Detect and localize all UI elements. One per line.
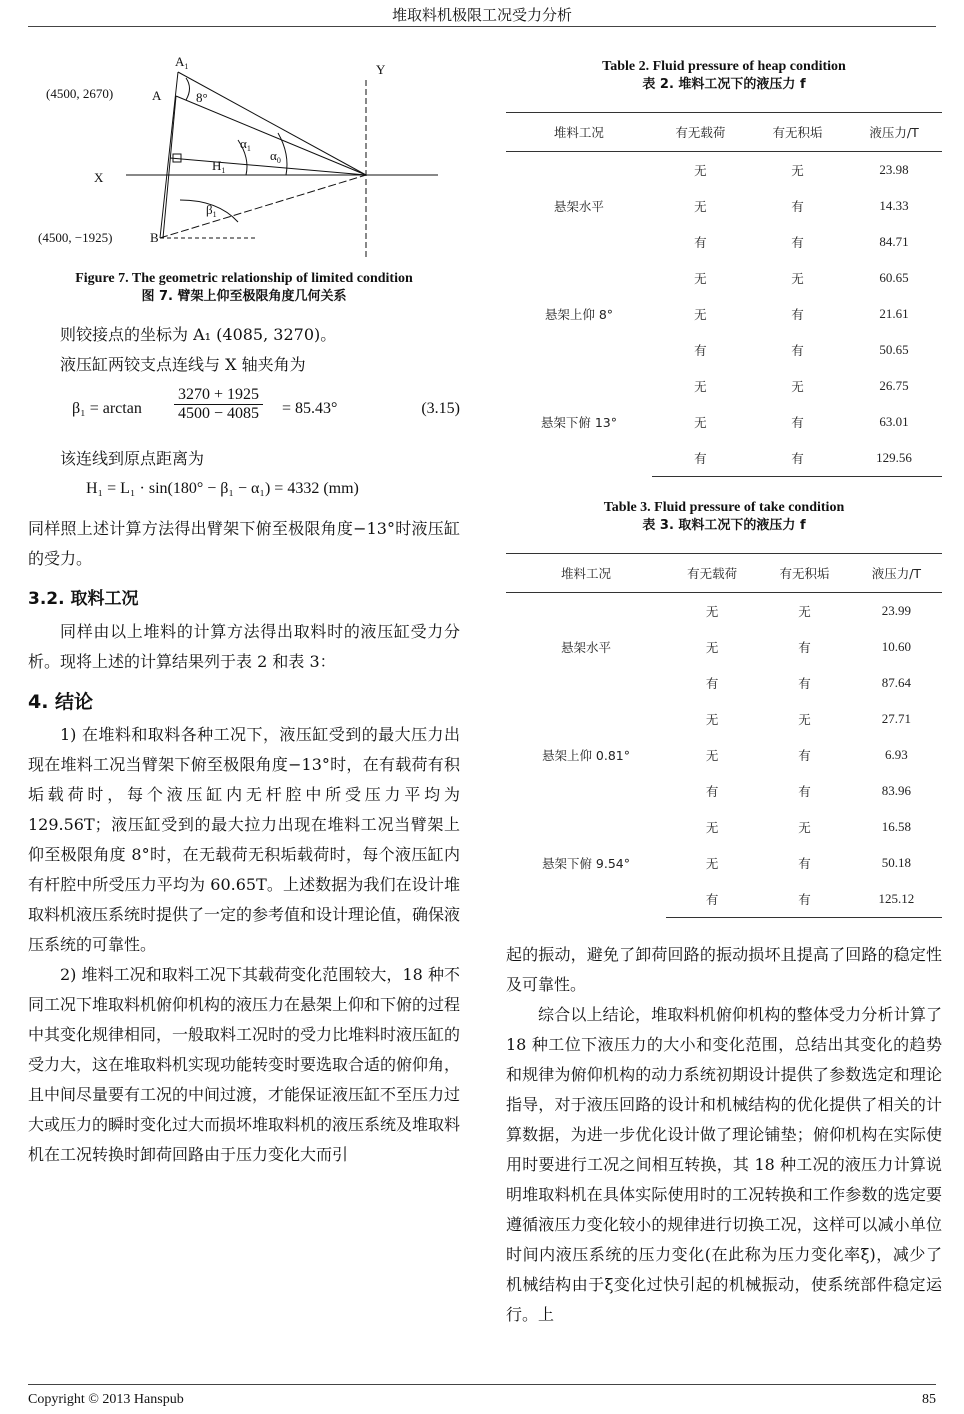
table-row <box>506 701 942 737</box>
table-row <box>506 260 942 296</box>
table-3-caption-en: Table 3. Fluid pressure of take condition <box>603 500 845 515</box>
scale-cell: 无 <box>798 604 811 619</box>
eq-h1-text: H₁ = L₁ · sin(180° − β₁ − α₁) = 4332 (mm) <box>86 480 359 497</box>
label-angle-8: 8° <box>196 90 208 105</box>
eq-numerator: 3270 + 1925 <box>174 386 263 405</box>
paragraph-summary: 综合以上结论，堆取料机俯仰机构的整体受力分析计算了 18 种工位下液压力的大小和变化范围，总结出其变化的趋势和规律为俯仰机构的动力系统初期设计提供了参数选定和理论指导，对于液压回路的设计和机械结构的优化提供了相关的计算数据，为进一步优化设计做了理论铺垫；俯仰机构在实际使用时要进行工况之间相互转换，其 18 种工况的液压力计算说明堆取料机在具体实际使用时的工况转换和工作参数的选定要遵循液压力变化较小的规律进行切换工况，这样可以减小单位时间内液压系统的压力变化(在此称为压力变化率ξ)，减少了机械结构由于ξ变化过快引起的机械振动，使系统部件稳定运行。上 <box>506 1005 942 1324</box>
label-b: B <box>150 230 159 245</box>
scale-cell: 有 <box>749 440 846 477</box>
figure-7-caption-en: Figure 7. The geometric relationship of limited condition <box>75 271 413 286</box>
paragraph-hinge-coords: 则铰接点的坐标为 A₁ (4085, 3270)。 <box>60 325 337 344</box>
scale-cell: 有 <box>798 748 811 763</box>
table-2 <box>506 112 942 477</box>
scale-cell: 无 <box>791 271 804 286</box>
paragraph-continued: 起的振动，避免了卸荷回路的振动损坏且提高了回路的稳定性及可靠性。 <box>506 945 942 994</box>
table-header-row <box>506 554 942 593</box>
condition-cell: 悬架水平 <box>560 640 611 655</box>
scale-cell: 有 <box>798 676 811 691</box>
pressure-cell: 50.65 <box>879 342 909 357</box>
figure-7-diagram <box>28 50 460 260</box>
scale-cell: 有 <box>791 415 804 430</box>
pressure-cell: 21.61 <box>879 306 909 321</box>
scale-cell: 无 <box>798 712 811 727</box>
eq-lhs: β₁ = arctan <box>72 400 142 417</box>
label-x: X <box>94 170 104 185</box>
col-header: 液压力/T <box>846 113 942 152</box>
col-header: 液压力/T <box>851 554 942 593</box>
paragraph-conclusion-2: 2) 堆料工况和取料工况下其载荷变化范围较大，18 种不同工况下堆取料机俯仰机构的液压力在悬架上仰和下俯的过程中其变化规律相同，一般取料工况时的受力比堆料时液压缸的受力大，这在堆取料机实现功能转变时要选取合适的俯仰角，且中间尽量要有工况的中间过渡，才能保证液压缸不至压力过大或压力的瞬时变化过大而损坏堆取料机的液压系统及堆取料机在工况转换时卸荷回路由于压力变化大而引 <box>28 965 461 1164</box>
paragraph-down-limit: 同样照上述计算方法得出臂架下俯至极限角度−13°时液压缸的受力。 <box>28 519 460 568</box>
pressure-cell: 87.64 <box>881 675 911 690</box>
condition-cell: 悬架上仰 8° <box>544 307 614 322</box>
paragraph-conclusion-1: 1) 在堆料和取料各种工况下，液压缸受到的最大压力出现在堆料工况当臂架下俯至极限角度−13°时，在有载荷有积垢载荷时，每个液压缸内无杆腔中所受压力平均为 129.56T；液压缸受到的最大拉力出现在堆料工况当臂架上仰至极限角度 8°时，在无载荷无积垢载荷时，每个液压缸内有杆腔中所受压力平均为 60.65T。上述数据为我们在设计堆取料机液压系统时提供了一定的参考值和设计理论值，确保液压系统的可靠性。 <box>28 725 461 954</box>
pressure-cell: 50.18 <box>881 855 911 870</box>
scale-cell: 有 <box>791 199 804 214</box>
table-row <box>506 152 942 189</box>
eq-fraction <box>174 386 263 423</box>
eq-tag: (3.15) <box>421 400 460 417</box>
header-rule <box>28 26 936 27</box>
pressure-cell: 125.12 <box>851 881 942 918</box>
label-a: A <box>152 88 162 103</box>
section-3-2-heading: 3.2. 取料工况 <box>28 589 139 609</box>
equation-3-15 <box>28 380 460 444</box>
h1-line <box>170 158 366 175</box>
equation-h1 <box>28 474 460 514</box>
footer-page-number: 85 <box>922 1392 936 1407</box>
label-h1: $H_1$ <box>212 158 226 175</box>
col-header: 有无载荷 <box>652 113 749 152</box>
running-header: 堆取料机极限工况受力分析 <box>391 6 572 24</box>
pressure-cell: 84.71 <box>879 234 909 249</box>
load-cell: 有 <box>652 440 749 477</box>
scale-cell: 有 <box>798 640 811 655</box>
load-cell: 有 <box>694 343 707 358</box>
table-3 <box>506 553 942 918</box>
pressure-cell: 14.33 <box>879 198 909 213</box>
section-4-heading: 4. 结论 <box>28 691 94 713</box>
scale-cell: 有 <box>798 856 811 871</box>
load-cell: 无 <box>694 271 707 286</box>
scale-cell: 无 <box>798 820 811 835</box>
scale-cell: 无 <box>791 163 804 178</box>
pressure-cell: 129.56 <box>846 440 942 477</box>
load-cell: 无 <box>705 712 719 727</box>
paragraph-distance-intro: 该连线到原点距离为 <box>60 449 205 468</box>
load-cell: 无 <box>705 748 719 763</box>
pressure-cell: 26.75 <box>879 378 909 393</box>
arm-upper-a <box>176 96 366 175</box>
table-header-row <box>506 113 942 152</box>
condition-cell: 悬架下俯 13° <box>540 415 617 431</box>
scale-cell: 有 <box>791 343 804 358</box>
col-header: 有无积垢 <box>749 113 846 152</box>
eq-rhs: = 85.43° <box>282 400 338 417</box>
line-b-o <box>160 175 366 238</box>
col-header: 有无积垢 <box>758 554 850 593</box>
pressure-cell: 63.01 <box>879 414 909 429</box>
scale-cell: 有 <box>798 784 811 799</box>
col-header: 堆料工况 <box>506 113 652 152</box>
link-a1-b <box>160 72 178 238</box>
col-header: 堆料工况 <box>506 554 666 593</box>
load-cell: 无 <box>705 640 719 655</box>
label-a1: $A_1$ <box>175 54 189 71</box>
load-cell: 无 <box>694 307 707 322</box>
figure-7-caption-zh: 图 7. 臂架上仰至极限角度几何关系 <box>141 289 347 304</box>
table-row <box>506 593 942 630</box>
table-row <box>506 368 942 404</box>
coord-top: (4500, 2670) <box>46 86 114 101</box>
label-y: Y <box>376 62 386 77</box>
scale-cell: 有 <box>791 235 804 250</box>
table-2-caption-en: Table 2. Fluid pressure of heap condition <box>602 59 846 74</box>
load-cell: 无 <box>694 199 707 214</box>
condition-cell: 悬架水平 <box>553 199 604 214</box>
pressure-cell: 60.65 <box>879 270 909 285</box>
load-cell: 有 <box>694 235 707 250</box>
pressure-cell: 10.60 <box>881 639 911 654</box>
load-cell: 无 <box>694 415 707 430</box>
pressure-cell: 23.99 <box>881 603 911 618</box>
right-column <box>506 50 942 1330</box>
angle-8-arc <box>186 78 190 100</box>
scale-cell: 有 <box>758 881 850 918</box>
condition-cell: 悬架下俯 9.54° <box>541 856 631 872</box>
table-2-caption-zh: 表 2. 堆料工况下的液压力 f <box>642 77 806 92</box>
load-cell: 有 <box>705 676 719 691</box>
scale-cell: 无 <box>791 379 804 394</box>
pressure-cell: 23.98 <box>879 162 909 177</box>
load-cell: 无 <box>694 379 707 394</box>
pressure-cell: 83.96 <box>881 783 911 798</box>
pressure-cell: 27.71 <box>881 711 911 726</box>
label-beta1: $\beta_1$ <box>206 202 217 219</box>
paragraph-angle-intro: 液压缸两铰支点连线与 X 轴夹角为 <box>60 355 306 374</box>
pressure-cell: 6.93 <box>885 747 908 762</box>
load-cell: 有 <box>705 784 719 799</box>
coord-bottom: (4500, −1925) <box>38 230 113 245</box>
footer-copyright: Copyright © 2013 Hanspub <box>28 1392 184 1407</box>
load-cell: 有 <box>666 881 758 918</box>
pressure-cell: 16.58 <box>881 819 911 834</box>
load-cell: 无 <box>705 604 719 619</box>
footer-rule <box>28 1384 936 1385</box>
condition-cell: 悬架上仰 0.81° <box>541 748 631 763</box>
eq-denominator: 4500 − 4085 <box>178 405 260 422</box>
label-alpha1: $\alpha_1$ <box>240 136 251 153</box>
paragraph-take-condition: 同样由以上堆料的计算方法得出取料时的液压缸受力分析。现将上述的计算结果列于表 2 和表 3： <box>28 622 460 671</box>
left-column <box>28 50 460 1170</box>
scale-cell: 有 <box>791 307 804 322</box>
link-a-b <box>163 96 176 238</box>
load-cell: 无 <box>694 163 707 178</box>
label-alpha0: $\alpha_0$ <box>270 148 281 165</box>
load-cell: 无 <box>705 856 719 871</box>
load-cell: 无 <box>705 820 719 835</box>
col-header: 有无载荷 <box>666 554 758 593</box>
table-3-caption-zh: 表 3. 取料工况下的液压力 f <box>642 518 806 533</box>
table-row <box>506 809 942 845</box>
